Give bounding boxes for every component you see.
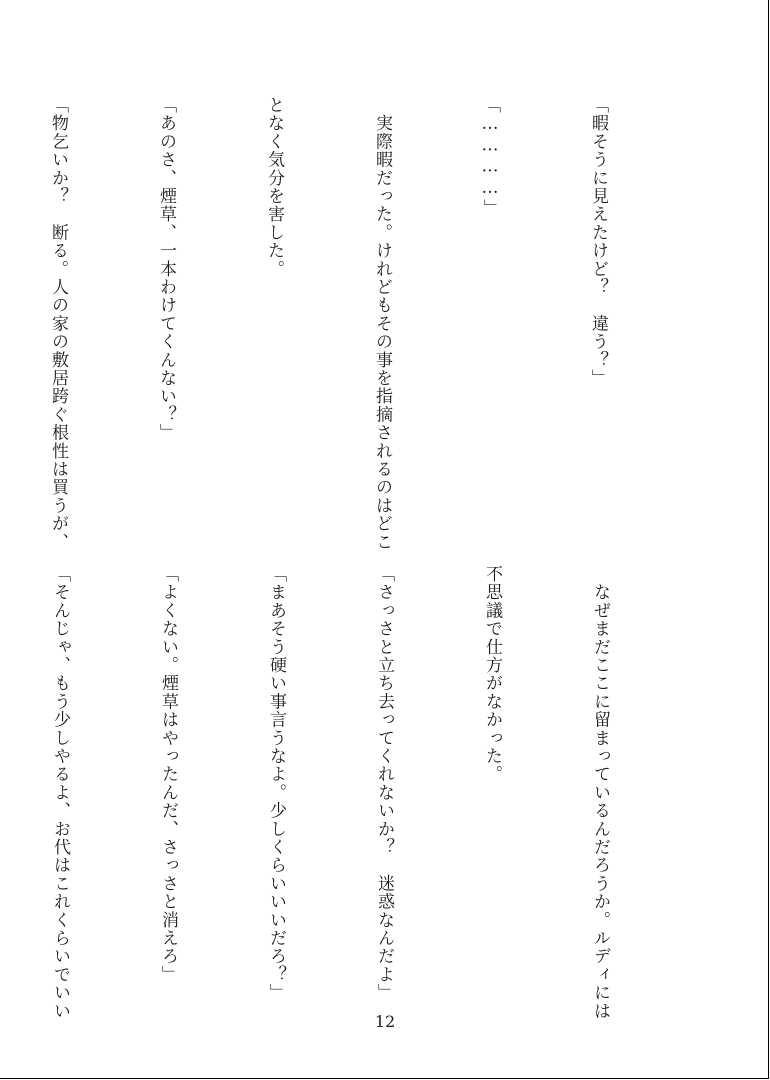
text-line: 「さっさと立ち去ってくれないか？ 迷惑なんだよ」 <box>374 565 394 1002</box>
text-line: 「そんじゃ、もう少しやるよ、お代はこれくらいでいい <box>50 565 70 1020</box>
text-line: 「よくない。煙草はやったんだ、さっさと消えろ」 <box>158 565 178 984</box>
text-line: 「物乞いか？ 断る。人の家の敷居跨ぐ根性は買うが、 <box>48 96 68 551</box>
text-line: となく気分を害した。 <box>264 96 284 278</box>
text-block-top <box>0 96 688 551</box>
text-line: 「あのさ、煙草、一本わけてくんない？」 <box>156 96 176 442</box>
page-number: 12 <box>374 1012 396 1031</box>
text-line: 不思議で仕方がなかった。 <box>482 565 502 784</box>
text-line: 実際暇だった。けれどもその事を指摘されるのはどこ <box>372 96 392 551</box>
text-line: 「まあそう硬い事言うなよ。少しくらいいいだろ？」 <box>266 565 286 1002</box>
text-block-bottom <box>0 565 690 1020</box>
text-line: 「暇そうに見えたけど？ 違う？」 <box>588 96 608 388</box>
text-line: なぜまだここに留まっているんだろうか。ルディには <box>590 565 610 1020</box>
text-line: 「…………」 <box>480 96 500 218</box>
